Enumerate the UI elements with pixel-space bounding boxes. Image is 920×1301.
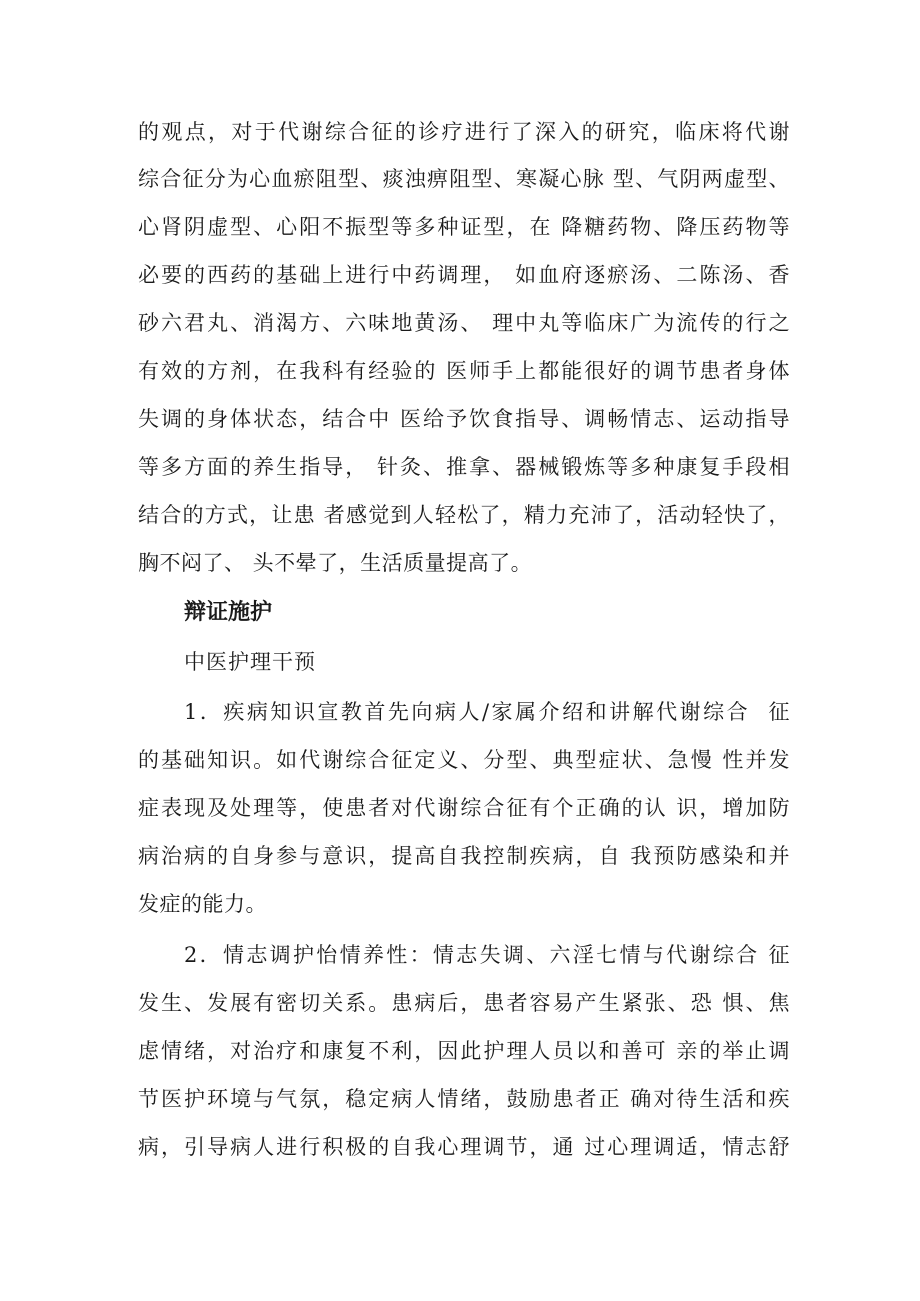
paragraph-3-line: 发生、发展有密切关系。患病后，患者容易产生紧张、恐 惧、焦 — [138, 991, 790, 1015]
paragraph-1-line: 失调的身体状态，结合中 医给予饮食指导、调畅情志、运动指导 — [138, 407, 790, 431]
paragraph-2-line: 发症的能力。 — [138, 892, 267, 916]
paragraph-1-line: 心肾阴虚型、心阳不振型等多种证型，在 降糖药物、降压药物等 — [138, 215, 790, 239]
paragraph-2-line: 1．疾病知识宣教首先向病人/家属介绍和讲解代谢综合 征 — [184, 700, 790, 724]
paragraph-1-line: 有效的方剂，在我科有经验的 医师手上都能很好的调节患者身体 — [138, 359, 790, 383]
paragraph-2-line: 症表现及处理等，使患者对代谢综合征有个正确的认 识，增加防 — [138, 796, 790, 820]
paragraph-1-line: 必要的西药的基础上进行中药调理， 如血府逐瘀汤、二陈汤、香 — [138, 263, 790, 287]
paragraph-3-line: 虑情绪，对治疗和康复不利，因此护理人员以和善可 亲的举止调 — [138, 1039, 790, 1063]
paragraph-1-line: 综合征分为心血瘀阻型、痰浊痹阻型、寒凝心脉 型、气阴两虚型、 — [138, 167, 790, 191]
paragraph-3-line: 病，引导病人进行积极的自我心理调节，通 过心理调适，情志舒 — [138, 1135, 790, 1159]
paragraph-2-line: 病治病的自身参与意识，提高自我控制疾病，自 我预防感染和并 — [138, 844, 790, 868]
section-heading: 辩证施护 — [184, 600, 273, 625]
paragraph-1-line: 结合的方式，让患 者感觉到人轻松了，精力充沛了，活动轻快了， — [138, 503, 790, 527]
subheading: 中医护理干预 — [184, 650, 316, 674]
paragraph-1-line: 砂六君丸、消渴方、六味地黄汤、 理中丸等临床广为流传的行之 — [138, 311, 790, 335]
paragraph-1-line: 等多方面的养生指导， 针灸、推拿、器械锻炼等多种康复手段相 — [138, 455, 790, 479]
paragraph-1-line: 胸不闷了、 头不晕了，生活质量提高了。 — [138, 551, 533, 575]
paragraph-3-line: 2．情志调护怡情养性：情志失调、六淫七情与代谢综合 征 — [184, 943, 790, 967]
paragraph-1-line: 的观点，对于代谢综合征的诊疗进行了深入的研究，临床将代谢 — [138, 120, 790, 144]
paragraph-3-line: 节医护环境与气氛，稳定病人情绪，鼓励患者正 确对待生活和疾 — [138, 1087, 790, 1111]
paragraph-2-line: 的基础知识。如代谢综合征定义、分型、典型症状、急慢 性并发 — [138, 748, 790, 772]
